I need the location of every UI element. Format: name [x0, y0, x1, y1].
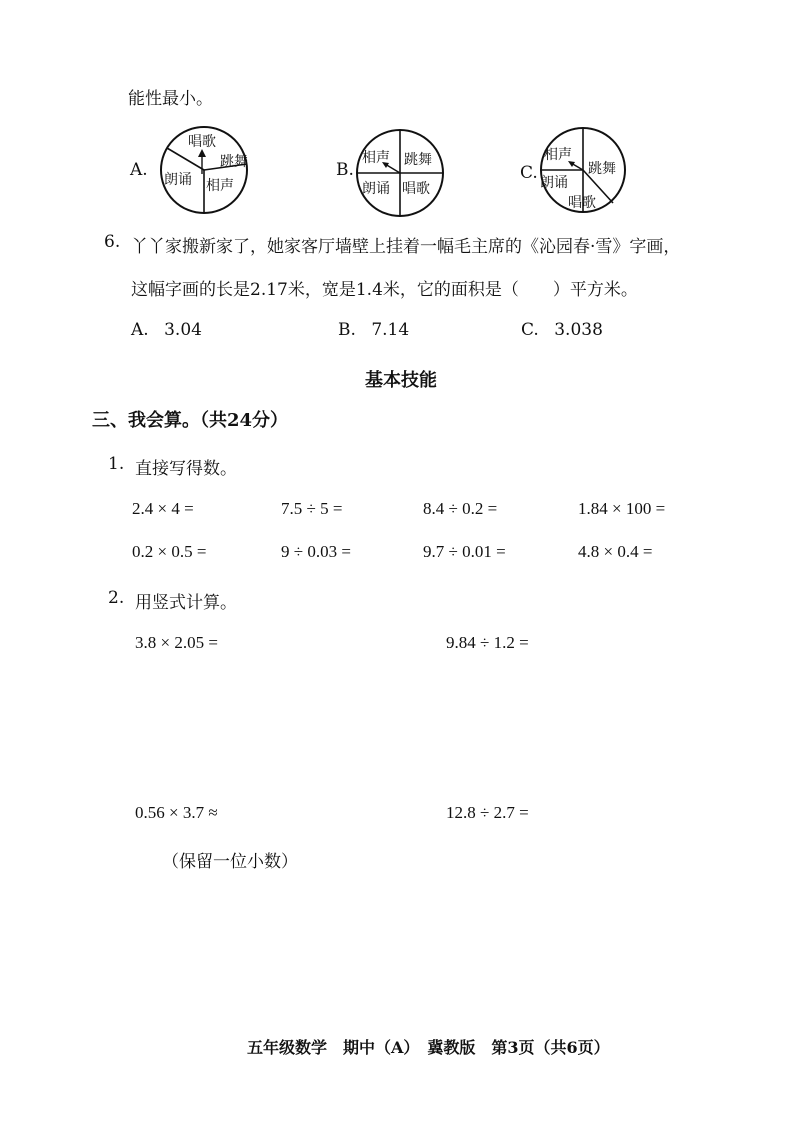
vertical-problem-4: 12.8 ÷ 2.7 = [446, 803, 529, 822]
question-6-number: 6. [104, 232, 121, 252]
q6-option-a [131, 320, 202, 340]
vertical-problem-1: 3.8 × 2.05 = [135, 633, 218, 652]
q6-option-c [521, 320, 603, 340]
spinner-c-sector-1: 相声 [544, 147, 572, 163]
q6-option-b-letter: B. [338, 320, 356, 340]
spinner-c-sector-2: 跳舞 [588, 161, 616, 177]
spinner-b [354, 127, 446, 219]
spinner-a [158, 124, 250, 216]
part-2-number: 2. [108, 588, 125, 608]
oral-problem-4: 1.84 × 100 = [578, 499, 666, 518]
part-1-title: 直接写得数。 [135, 459, 237, 479]
spinner-c [538, 125, 628, 215]
spinner-a-sector-4: 朗诵 [164, 172, 192, 188]
part-2-title: 用竖式计算。 [135, 593, 237, 613]
oral-problem-3: 8.4 ÷ 0.2 = [423, 499, 498, 518]
question-6-line-2: 这幅字画的长是2.17米，宽是1.4米，它的面积是（ ）平方米。 [131, 280, 638, 300]
oral-problem-1: 2.4 × 4 = [132, 499, 194, 518]
spinner-b-sector-3: 朗诵 [362, 181, 390, 197]
vertical-problem-2: 9.84 ÷ 1.2 = [446, 633, 529, 652]
oral-problem-6: 9 ÷ 0.03 = [281, 542, 351, 561]
question-6-line-1: 丫丫家搬新家了，她家客厅墙壁上挂着一幅毛主席的《沁园春·雪》字画， [131, 237, 681, 257]
q6-option-c-letter: C. [521, 320, 539, 340]
vertical-problem-3: 0.56 × 3.7 ≈ [135, 803, 218, 822]
option-c-letter: C. [520, 163, 538, 183]
rounding-note: （保留一位小数） [162, 852, 298, 872]
option-b-letter: B. [336, 160, 354, 180]
q6-option-c-value: 3.038 [554, 320, 603, 340]
section-title: 三、我会算。（共24分） [92, 410, 289, 431]
spinner-b-sector-1: 相声 [362, 150, 390, 166]
spinner-c-sector-3: 朗诵 [540, 175, 568, 191]
oral-problem-2: 7.5 ÷ 5 = [281, 499, 343, 518]
spinner-a-sector-3: 相声 [206, 178, 234, 194]
question-continuation: 能性最小。 [128, 89, 213, 109]
spinner-a-sector-2: 跳舞 [220, 154, 248, 170]
oral-problem-5: 0.2 × 0.5 = [132, 542, 207, 561]
page-footer: 五年级数学 期中（A） 冀教版 第3页（共6页） [247, 1038, 610, 1057]
spinner-a-sector-1: 唱歌 [188, 134, 216, 150]
oral-problem-7: 9.7 ÷ 0.01 = [423, 542, 506, 561]
spinner-b-sector-4: 唱歌 [402, 181, 430, 197]
spinner-a-pointer-head [198, 149, 206, 157]
q6-option-b [338, 320, 409, 340]
part-1-number: 1. [108, 454, 125, 474]
divider-line [167, 148, 204, 170]
q6-option-b-value: 7.14 [371, 320, 410, 340]
section-heading: 基本技能 [365, 370, 437, 391]
spinner-c-sector-4: 唱歌 [568, 195, 596, 211]
spinner-b-sector-2: 跳舞 [404, 152, 432, 168]
q6-option-a-letter: A. [131, 320, 149, 340]
oral-problem-8: 4.8 × 0.4 = [578, 542, 653, 561]
option-a-letter: A. [130, 160, 148, 180]
q6-option-a-value: 3.04 [164, 320, 202, 340]
